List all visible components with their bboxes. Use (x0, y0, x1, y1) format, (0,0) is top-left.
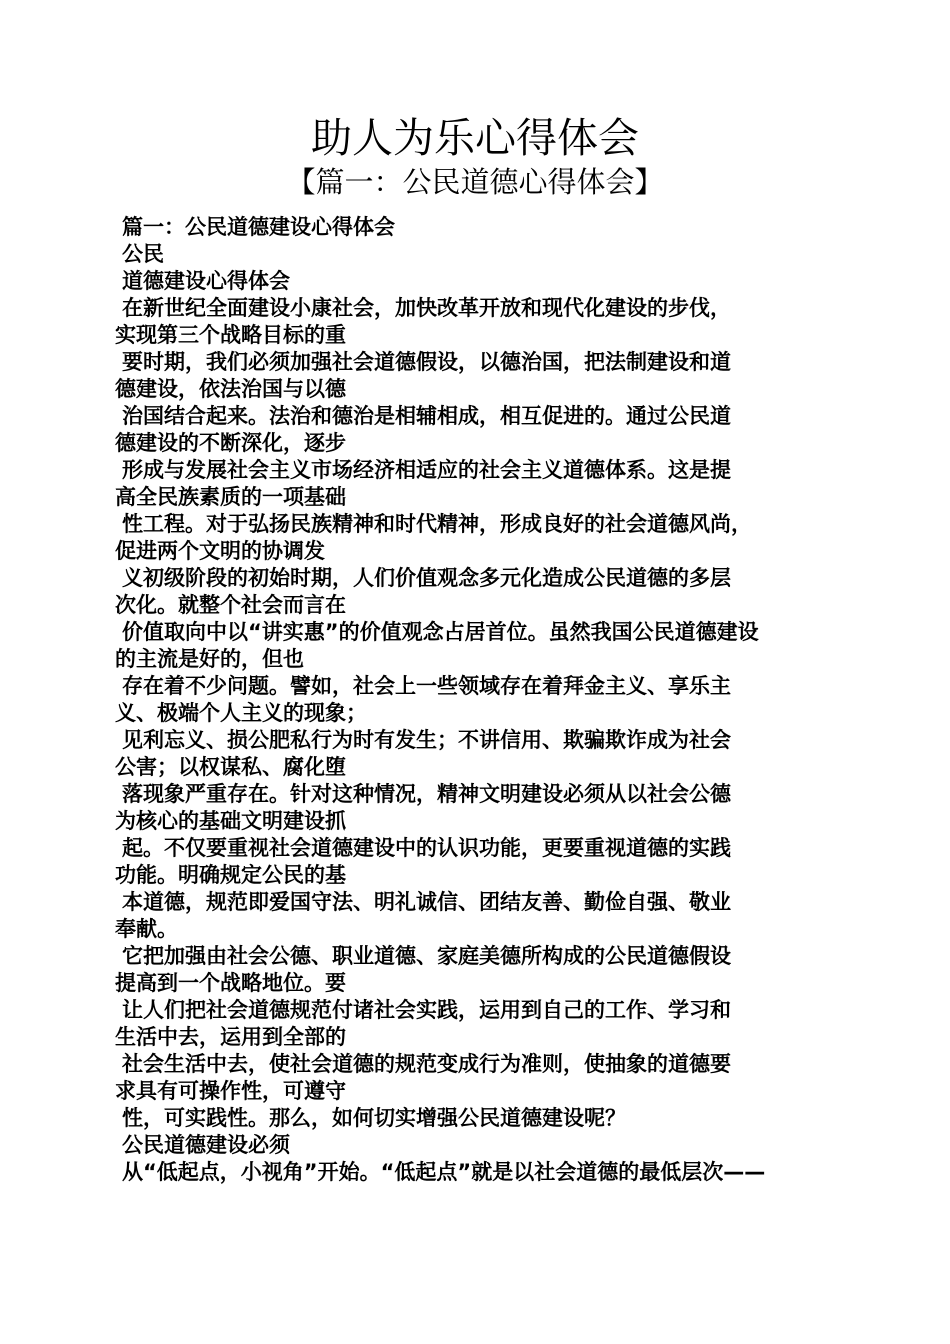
body-text-line: 形成与发展社会主义市场经济相适应的社会主义道德体系。这是提 (122, 458, 731, 482)
body-text-line: 落现象严重存在。针对这种情况，精神文明建设必须从以社会公德 (122, 782, 731, 806)
body-text-line: 让人们把社会道德规范付诸社会实践，运用到自己的工作、学习和 (122, 998, 731, 1022)
body-text-line: 义初级阶段的初始时期，人们价值观念多元化造成公民道德的多层 (122, 566, 731, 590)
body-text-line: 公害；以权谋私、腐化堕 (115, 755, 346, 779)
body-text-line: 性，可实践性。那么，如何切实增强公民道德建设呢？ (122, 1106, 626, 1130)
body-text-line: 从“低起点，小视角”开始。“低起点”就是以社会道德的最低层次—— (122, 1160, 766, 1184)
body-text-line: 德建设，依法治国与以德 (115, 377, 346, 401)
body-text-line: 实现第三个战略目标的重 (115, 323, 346, 347)
body-text-line: 为核心的基础文明建设抓 (115, 809, 346, 833)
body-text-line: 篇一：公民道德建设心得体会 (122, 215, 395, 239)
body-text-line: 功能。明确规定公民的基 (115, 863, 346, 887)
body-text-line: 高全民族素质的一项基础 (115, 485, 346, 509)
body-text-line: 它把加强由社会公德、职业道德、家庭美德所构成的公民道德假设 (122, 944, 731, 968)
body-text-line: 见利忘义、损公肥私行为时有发生；不讲信用、欺骗欺诈成为社会 (122, 728, 731, 752)
body-text-line: 公民道德建设必须 (122, 1133, 290, 1157)
body-text-line: 存在着不少问题。譬如，社会上一些领域存在着拜金主义、享乐主 (122, 674, 731, 698)
body-text-line: 奉献。 (115, 917, 178, 941)
body-text-line: 治国结合起来。法治和德治是相辅相成，相互促进的。通过公民道 (122, 404, 731, 428)
body-text-line: 求具有可操作性，可遵守 (115, 1079, 346, 1103)
body-text-line: 促进两个文明的协调发 (115, 539, 325, 563)
body-text-line: 生活中去，运用到全部的 (115, 1025, 346, 1049)
body-text-line: 要时期，我们必须加强社会道德假设，以德治国，把法制建设和道 (122, 350, 731, 374)
body-text-line: 德建设的不断深化，逐步 (115, 431, 346, 455)
body-text-line: 本道德，规范即爱国守法、明礼诚信、团结友善、勤俭自强、敬业 (122, 890, 731, 914)
body-text-line: 义、极端个人主义的现象； (115, 701, 367, 725)
body-text-line: 性工程。对于弘扬民族精神和时代精神，形成良好的社会道德风尚， (122, 512, 752, 536)
document-body (115, 214, 840, 1186)
document-subtitle: 【篇一：公民道德心得体会】 (286, 165, 664, 199)
body-text-line: 的主流是好的，但也 (115, 647, 304, 671)
body-text-line: 公民 (122, 242, 164, 266)
body-text-line: 提高到一个战略地位。要 (115, 971, 346, 995)
body-text-line: 起。不仅要重视社会道德建设中的认识功能，更要重视道德的实践 (122, 836, 731, 860)
body-text-line: 社会生活中去，使社会道德的规范变成行为准则，使抽象的道德要 (122, 1052, 731, 1076)
body-text-line: 在新世纪全面建设小康社会，加快改革开放和现代化建设的步伐， (122, 296, 731, 320)
body-text-line: 道德建设心得体会 (122, 269, 290, 293)
document-title: 助人为乐心得体会 (311, 114, 639, 162)
body-text-line: 价值取向中以“讲实惠”的价值观念占居首位。虽然我国公民道德建设 (122, 620, 759, 644)
body-text-line: 次化。就整个社会而言在 (115, 593, 346, 617)
